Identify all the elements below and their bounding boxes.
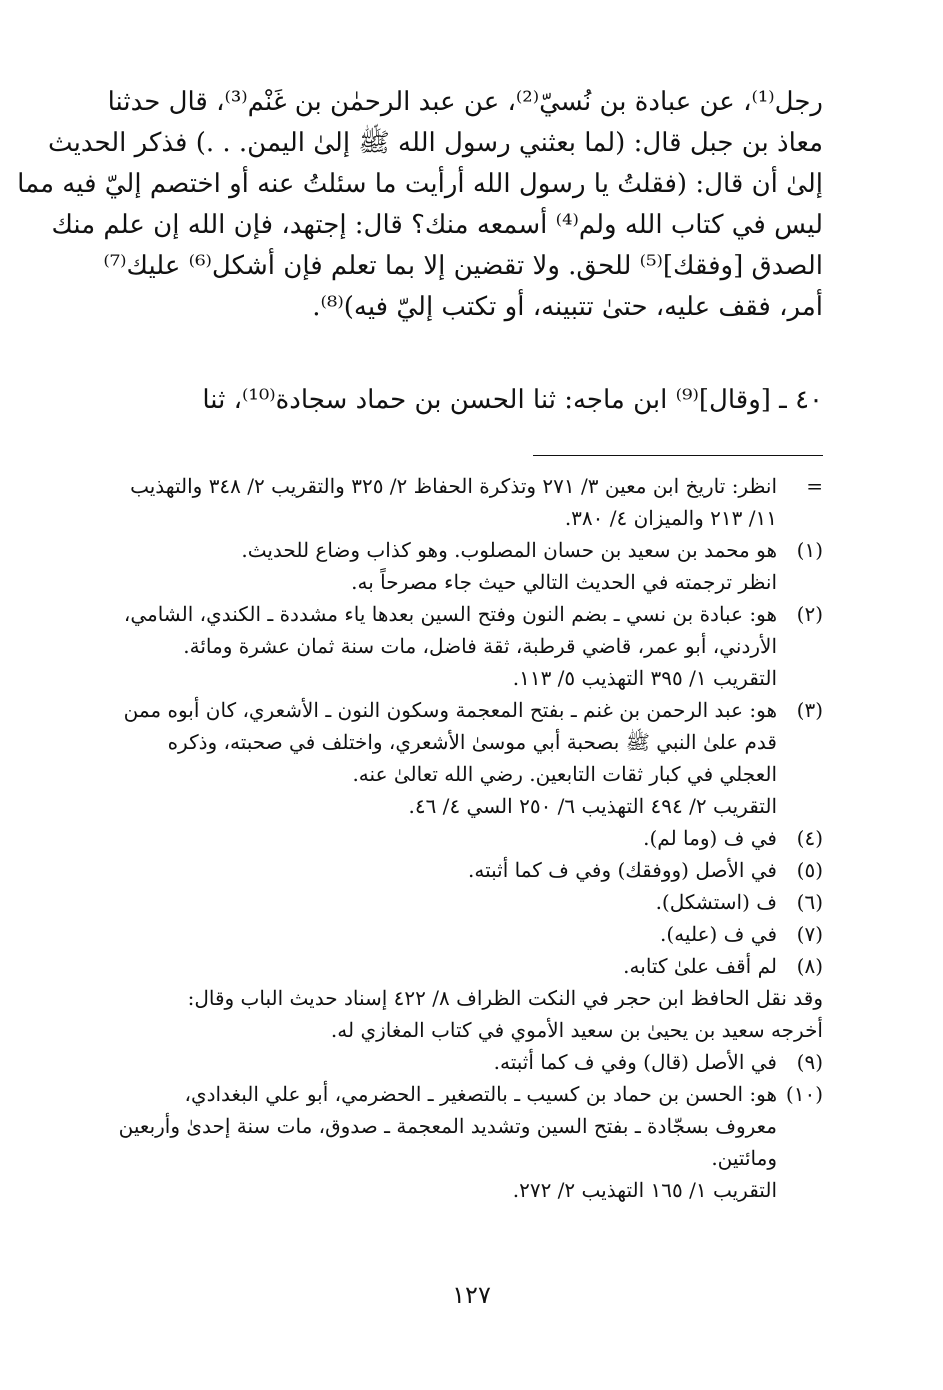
footnote-line: التقريب ١/ ١٦٥ التهذيب ٢/ ٢٧٢. — [512, 1178, 777, 1202]
main-text-line: أمر، فقف عليه، حتىٰ تتبينه، أو تكتب إليّ فيه)⁽⁸⁾. — [312, 292, 823, 322]
footnote-line: هو: الحسن بن حماد بن كسيب ـ بالتصغير ـ الحضرمي، أبو علي البغدادي، — [184, 1082, 777, 1106]
footnote-body — [118, 694, 777, 822]
footnote-body — [118, 598, 777, 694]
footnote-line: معروف بسجّادة ـ بفتح السين وتشديد المعجمة ـ صدوق، مات سنة إحدىٰ وأربعين — [118, 1114, 777, 1138]
footnote-body — [118, 822, 777, 854]
footnote-5 — [118, 854, 823, 886]
footnote-line: انظر: تاريخ ابن معين ٣/ ٢٧١ وتذكرة الحفاظ ٢/ ٣٢٥ والتقريب ٢/ ٣٤٨ والتهذيب — [130, 474, 777, 498]
footnote-line: التقريب ٢/ ٤٩٤ التهذيب ٦/ ٢٥٠ السي ٤/ ٤٦. — [408, 794, 777, 818]
footnote-10 — [118, 1078, 823, 1206]
footnote-line: ف (استشكل). — [655, 890, 777, 914]
footnote-line: في الأصل (قال) وفي ف كما أثبته. — [493, 1050, 777, 1074]
footnote-6 — [118, 886, 823, 918]
footnote-body — [118, 918, 777, 950]
footnote-body — [118, 886, 777, 918]
next-hadith-line: ٤٠ ـ [وقال]⁽⁹⁾ ابن ماجه: ثنا الحسن بن حماد سجادة⁽¹⁰⁾، ثنا — [202, 385, 823, 415]
footnote-marker: (٩) — [796, 1050, 823, 1074]
footnote-marker: = — [806, 474, 823, 498]
footnote-line: أخرجه سعيد بن يحيىٰ بن سعيد الأموي في كتاب المغازي له. — [330, 1018, 823, 1042]
main-text-line: إلىٰ أن قال: (فقلتُ يا رسول الله أرأيت ما سئلتُ عنه أو اختصم إليّ فيه مما — [17, 169, 823, 199]
main-text-line: ليس في كتاب الله ولم⁽⁴⁾ أسمعه منك؟ قال: إجتهد، فإن الله إن علم منك — [51, 210, 823, 240]
footnote-line: في ف (عليه). — [660, 922, 777, 946]
main-text-block — [17, 82, 823, 328]
footnotes-block — [118, 470, 823, 1206]
footnote-marker: (٣) — [796, 698, 823, 722]
footnote-8-continuation — [118, 982, 823, 1046]
footnote-9 — [118, 1046, 823, 1078]
footnote-3 — [118, 694, 823, 822]
footnote-separator — [533, 455, 823, 456]
footnote-1 — [118, 534, 823, 598]
footnote-line: ومائتين. — [711, 1146, 777, 1170]
footnote-line: لم أقف علىٰ كتابه. — [623, 954, 777, 978]
footnote-marker: (٢) — [796, 602, 823, 626]
footnote-line: وقد نقل الحافظ ابن حجر في النكت الظراف ٨/ ٤٢٢ إسناد حديث الباب وقال: — [187, 986, 823, 1010]
footnote-line: الأردني، أبو عمر، قاضي قرطبة، ثقة فاضل، مات سنة ثمان عشرة ومائة. — [183, 634, 777, 658]
footnote-body — [118, 470, 777, 534]
footnote-body — [118, 982, 823, 1046]
footnote-continuation — [118, 470, 823, 534]
footnote-marker: (٨) — [796, 954, 823, 978]
footnote-body — [118, 854, 777, 886]
footnote-body — [118, 950, 777, 982]
footnote-line: العجلي في كبار ثقات التابعين. رضي الله تعالىٰ عنه. — [352, 762, 777, 786]
footnote-marker: (١٠) — [785, 1082, 823, 1106]
footnote-body — [118, 1078, 777, 1206]
footnote-body — [118, 534, 777, 598]
footnote-line: التقريب ١/ ٣٩٥ التهذيب ٥/ ١١٣. — [512, 666, 777, 690]
footnote-line: هو: عبادة بن نسي ـ بضم النون وفتح السين بعدها ياء مشددة ـ الكندي، الشامي، — [123, 602, 777, 626]
footnote-line: قدم علىٰ النبي ﷺ بصحبة أبي موسىٰ الأشعري، واختلف في صحبته، وذكره — [167, 730, 777, 754]
footnote-body — [118, 1046, 777, 1078]
footnote-line: انظر ترجمته في الحديث التالي حيث جاء مصرحاً به. — [351, 570, 777, 594]
page-number: ١٢٧ — [452, 1281, 491, 1309]
footnote-line: في الأصل (ووفقك) وفي ف كما أثبته. — [468, 858, 777, 882]
footnote-marker: (٤) — [796, 826, 823, 850]
footnote-marker: (٦) — [796, 890, 823, 914]
footnote-line: ١١/ ٢١٣ والميزان ٤/ ٣٨٠. — [564, 506, 777, 530]
main-text-line: الصدق [وفقك]⁽⁵⁾ للحق. ولا تقضين إلا بما تعلم فإن أشكل⁽⁶⁾ عليك⁽⁷⁾ — [103, 251, 823, 281]
footnote-7 — [118, 918, 823, 950]
footnote-line: هو: عبد الرحمن بن غنم ـ بفتح المعجمة وسكون النون ـ الأشعري، كان أبوه ممن — [123, 698, 777, 722]
footnote-4 — [118, 822, 823, 854]
footnote-8 — [118, 950, 823, 982]
footnote-marker: (١) — [796, 538, 823, 562]
footnote-2 — [118, 598, 823, 694]
footnote-marker: (٥) — [796, 858, 823, 882]
main-text-line: معاذ بن جبل قال: (لما بعثني رسول الله ﷺ إلىٰ اليمن. . .) فذكر الحديث — [48, 128, 823, 158]
footnote-marker: (٧) — [796, 922, 823, 946]
footnote-line: في ف (وما لم). — [643, 826, 777, 850]
footnote-line: هو محمد بن سعيد بن حسان المصلوب. وهو كذاب وضاع للحديث. — [241, 538, 777, 562]
main-text-line: رجل⁽¹⁾، عن عبادة بن نُسيّ⁽²⁾، عن عبد الرحمٰن بن غَنْم⁽³⁾، قال حدثنا — [107, 87, 823, 117]
